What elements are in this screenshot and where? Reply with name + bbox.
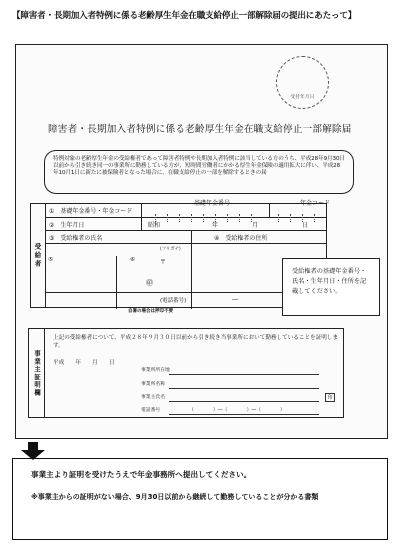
seal-circle: ㊞ xyxy=(146,279,153,287)
postal-mark: 〒 xyxy=(160,259,167,266)
column-divider xyxy=(116,256,117,309)
instruction-main: 事業主より証明を受けたうえで年金事務所へ提出してください。 xyxy=(31,470,252,479)
birth-year-unit: 年 xyxy=(212,222,219,229)
column-divider xyxy=(141,204,142,230)
phone-dash: ― xyxy=(232,296,238,303)
applicant-side-label: 受給者 xyxy=(31,204,46,307)
row-divider xyxy=(46,243,326,244)
pension-code-header: 年金コード xyxy=(300,200,331,207)
birth-era[interactable]: 昭和 xyxy=(148,222,161,229)
notice-box xyxy=(44,150,354,194)
owner-name-line[interactable] xyxy=(169,401,319,402)
pension-number-header: 基礎年金番号 xyxy=(194,200,231,207)
office-name-label: 事業所名称 xyxy=(141,382,165,387)
employer-certificate xyxy=(28,328,344,418)
column-divider xyxy=(191,230,192,309)
seal-mark: 印 xyxy=(325,393,335,402)
applicant-name-label: ③ 受給権者の氏名 xyxy=(49,235,103,242)
instruction-note: ※事業主からの証明がない場合、9月30日以前から継続して勤務していることが分かる書類 xyxy=(31,493,319,501)
phone-number-label: (電話番号) xyxy=(160,298,187,304)
digit-box[interactable] xyxy=(290,214,298,222)
birth-date-label: ② 生年月日 xyxy=(49,222,85,229)
digit-box[interactable] xyxy=(167,214,175,222)
digit-box[interactable] xyxy=(278,214,286,222)
circle-six: ⑥ xyxy=(130,257,135,263)
digit-box[interactable] xyxy=(239,214,247,222)
digit-box[interactable] xyxy=(314,214,322,222)
digit-box[interactable] xyxy=(203,214,211,222)
pension-number-label: ① 基礎年金番号・年金コード xyxy=(49,208,133,215)
certificate-text: 上記の受給権者について、平成２８年９月３０日以前から引き続き当事業所において勤務していることを証明します。 xyxy=(53,335,339,349)
applicant-address-label: ④ 受給権者の住所 xyxy=(214,235,268,242)
employer-phone-line[interactable] xyxy=(169,414,319,415)
certificate-date[interactable]: 平成 年 月 日 xyxy=(53,360,115,366)
birth-day-unit: 日 xyxy=(302,222,309,229)
digit-box[interactable] xyxy=(227,214,235,222)
name-furigana: (フリガナ) xyxy=(160,247,181,252)
employer-phone-label: 電話番号 xyxy=(141,408,161,413)
form-title: 障害者・長期加入者特例に係る老齢厚生年金在職支給停止一部解除届 xyxy=(48,124,352,135)
row-divider xyxy=(46,230,326,231)
office-address-label: 事業所所在地 xyxy=(141,368,170,373)
callout-text: 受給権者の基礎年金番号・氏名・生年月日・住所を記載してください。 xyxy=(292,268,367,295)
office-name-line[interactable] xyxy=(169,388,319,389)
owner-name-label: 事業主氏名 xyxy=(141,395,165,400)
page-heading: 【障害者・長期加入者特例に係る老齢厚生年金在職支給停止一部解除届の提出にあたって】 xyxy=(12,11,357,21)
office-address-line[interactable] xyxy=(169,374,319,375)
reception-stamp-label: 受付年月日 xyxy=(290,95,315,100)
column-divider xyxy=(269,204,270,217)
table-footnote: 自署の場合は押印不要 xyxy=(128,309,173,314)
callout-box xyxy=(282,258,380,316)
certificate-side-label: 事業主証明欄 xyxy=(29,329,45,417)
digit-box[interactable] xyxy=(191,214,199,222)
notice-text: 特例対象の老齢厚生年金の受給権者であって障害者特例や長期加入者特例に該当している方のうち、平成28年9月30日以前から引き続き同一の事業所に勤務している方が、短時間労働者にかかる厚生年金保険の適用拡大に伴い、平成28年10月1日に新たに被保険者となった場合に、在職支給停止の一部を解除するときの届 xyxy=(53,156,345,177)
reception-stamp xyxy=(276,56,329,109)
instruction-box xyxy=(12,458,388,540)
birth-month-unit: 月 xyxy=(252,222,259,229)
digit-box[interactable] xyxy=(179,214,187,222)
circle-five: ⑤ xyxy=(48,257,53,263)
employer-phone-format[interactable]: （ ）―（ ）―（ ） xyxy=(189,408,285,413)
